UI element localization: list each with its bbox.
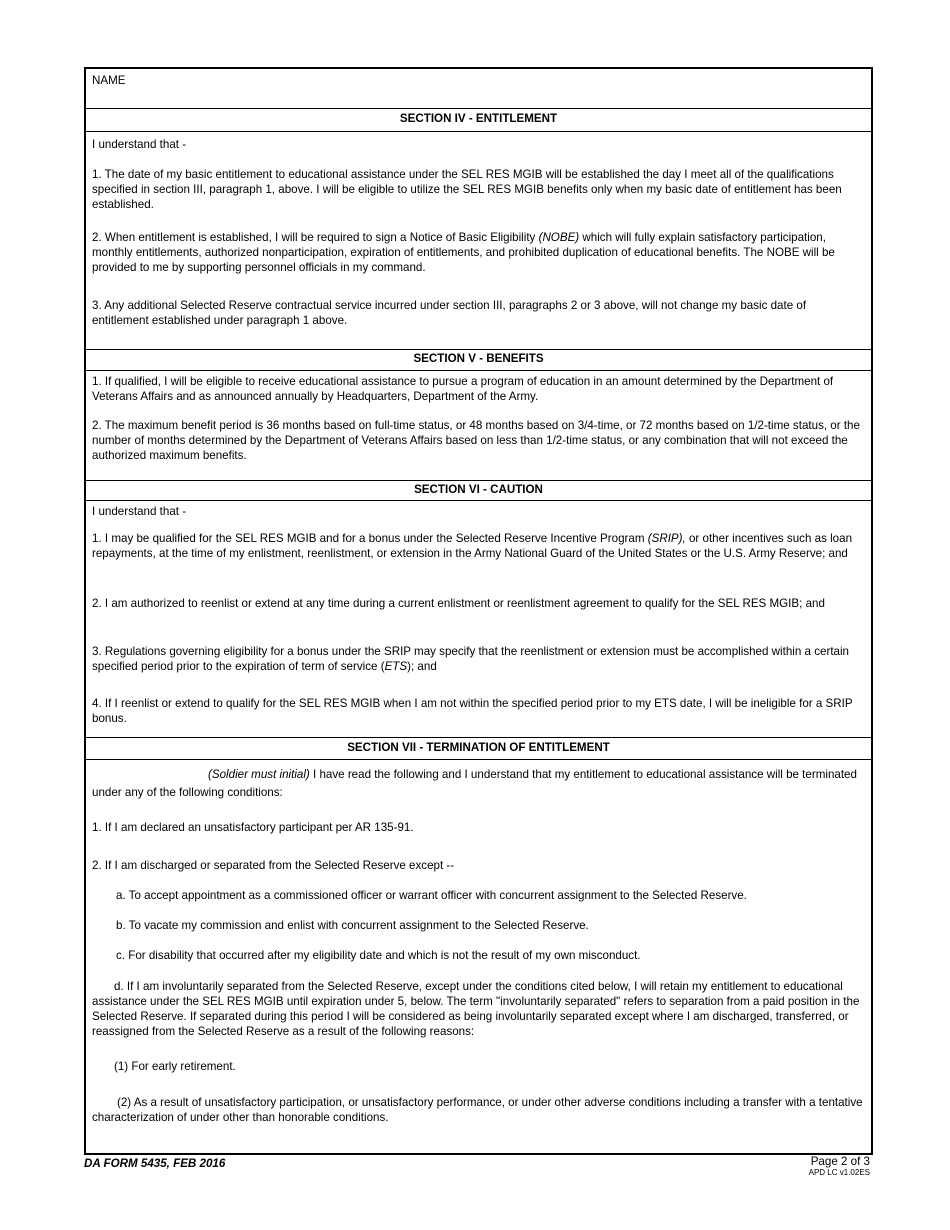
section-5-paragraph-1: 1. If qualified, I will be eligible to receive educational assistance to pursue a program of education in an amount determined by the Department of Veterans Affairs and as announced annually by Headquarters, Department of the Army. [92, 375, 834, 403]
section-7-item-d1: (1) For early retirement. [114, 1060, 236, 1073]
section-4-paragraph-2 [92, 230, 863, 275]
section-7-item-d2: (2) As a result of unsatisfactory participation, or unsatisfactory performance, or under other adverse conditions including a transfer with a tentative characterization of under other than honorable conditions. [92, 1096, 863, 1124]
section-5-paragraph-2: 2. The maximum benefit period is 36 months based on full-time status, or 48 months based on 3/4-time, or 72 months based on 1/2-time status, or the number of months determined by the Department of Veterans Affairs based on less than 1/2-time status, or any combination that will not exceed the authorized maximum benefits. [92, 419, 860, 462]
name-label: NAME [92, 74, 126, 87]
section-4-p2-nobe: (NOBE) [538, 231, 580, 244]
section-4-p2-text-b: which will fully explain satisfactory participation, monthly entitlements, authorized nonparticipation, expiration of entitlements, and prohibited duplication of educational benefits. The NOBE will be provided to me by supporting personnel officials in my command. [92, 231, 835, 274]
version-label: APD LC v1.02ES [808, 1168, 870, 1177]
section-5-title: SECTION V - BENEFITS [413, 352, 544, 365]
section-6-p3-ets: ETS [384, 660, 408, 673]
section-7-item-c: c. For disability that occurred after my eligibility date and which is not the result of my own misconduct. [116, 949, 641, 962]
divider [86, 370, 871, 371]
page-info [809, 1156, 870, 1177]
form-id: DA FORM 5435, FEB 2016 [84, 1157, 226, 1170]
section-7-item-b: b. To vacate my commission and enlist with concurrent assignment to the Selected Reserve. [116, 919, 589, 932]
section-6-p3-text-a: 3. Regulations governing eligibility for a bonus under the SRIP may specify that the reenlistment or extension must be accomplished within a certain specified period prior to the expiration of term of service ( [92, 645, 850, 673]
section-4-intro: I understand that - [92, 138, 187, 151]
section-7-item-a: a. To accept appointment as a commissioned officer or warrant officer with concurrent assignment to the Selected Reserve. [116, 889, 747, 902]
page-number: Page 2 of 3 [810, 1155, 870, 1168]
section-6-paragraph-3 [92, 644, 863, 674]
divider [86, 131, 871, 132]
section-4-paragraph-3: 3. Any additional Selected Reserve contractual service incurred under section III, paragraphs 2 or 3 above, will not change my basic date of entitlement established under paragraph 1 above. [92, 299, 807, 327]
divider [86, 108, 871, 109]
divider [86, 349, 871, 350]
section-4-p2-text-a: 2. When entitlement is established, I will be required to sign a Notice of Basic Eligibility [92, 231, 539, 244]
section-6-title: SECTION VI - CAUTION [414, 483, 543, 496]
name-field[interactable] [92, 89, 863, 105]
section-7-item-d: d. If I am involuntarily separated from the Selected Reserve, except under the conditions cited below, I will retain my entitlement to educational assistance under the SEL RES MGIB until expiration under 5, below. The term "involuntarily separated" refers to separation from a paid position in the Selected Reserve. If separated during this period I will be considered as being involuntarily separated except where I am discharged, transferred, or reassigned from the Selected Reserve as a result of the following reasons: [92, 980, 860, 1038]
divider [86, 480, 871, 481]
section-6-p1-text-b: or other incentives such as loan repayments, at the time of my enlistment, reenlistment, or extension in the Army National Guard of the United States or the U.S. Army Reserve; and [92, 532, 853, 560]
section-6-paragraph-4: 4. If I reenlist or extend to qualify for the SEL RES MGIB when I am not within the specified period prior to my ETS date, I will be ineligible for a SRIP bonus. [92, 697, 853, 725]
divider [86, 759, 871, 760]
section-7-paragraph-2: 2. If I am discharged or separated from the Selected Reserve except -- [92, 859, 455, 872]
section-7-title: SECTION VII - TERMINATION OF ENTITLEMENT [347, 741, 610, 754]
soldier-initial-note: (Soldier must initial) [208, 768, 310, 781]
section-6-p1-text-a: 1. I may be qualified for the SEL RES MGIB and for a bonus under the Selected Reserve Incentive Program [92, 532, 648, 545]
section-6-intro: I understand that - [92, 505, 187, 518]
form-page [84, 67, 873, 1155]
section-4-title: SECTION IV - ENTITLEMENT [399, 112, 558, 125]
divider [86, 500, 871, 501]
section-6-p3-text-b: ); and [407, 660, 437, 673]
divider [86, 737, 871, 738]
section-6-paragraph-2: 2. I am authorized to reenlist or extend at any time during a current enlistment or reenlistment agreement to qualify for the SEL RES MGIB; and [92, 597, 825, 610]
section-7-intro-text: I have read the following and I understand that my entitlement to educational assistance will be terminated under any of the following conditions: [92, 768, 857, 799]
section-4-paragraph-1: 1. The date of my basic entitlement to educational assistance under the SEL RES MGIB will be established the day I meet all of the qualifications specified in section III, paragraph 1, above. I will be eligible to utilize the SEL RES MGIB benefits only when my basic date of entitlement has been established. [92, 168, 842, 211]
section-6-p1-srip: (SRIP), [647, 532, 686, 545]
section-7-intro [92, 766, 863, 802]
section-7-paragraph-1: 1. If I am declared an unsatisfactory participant per AR 135-91. [92, 821, 414, 834]
section-6-paragraph-1 [92, 531, 863, 561]
